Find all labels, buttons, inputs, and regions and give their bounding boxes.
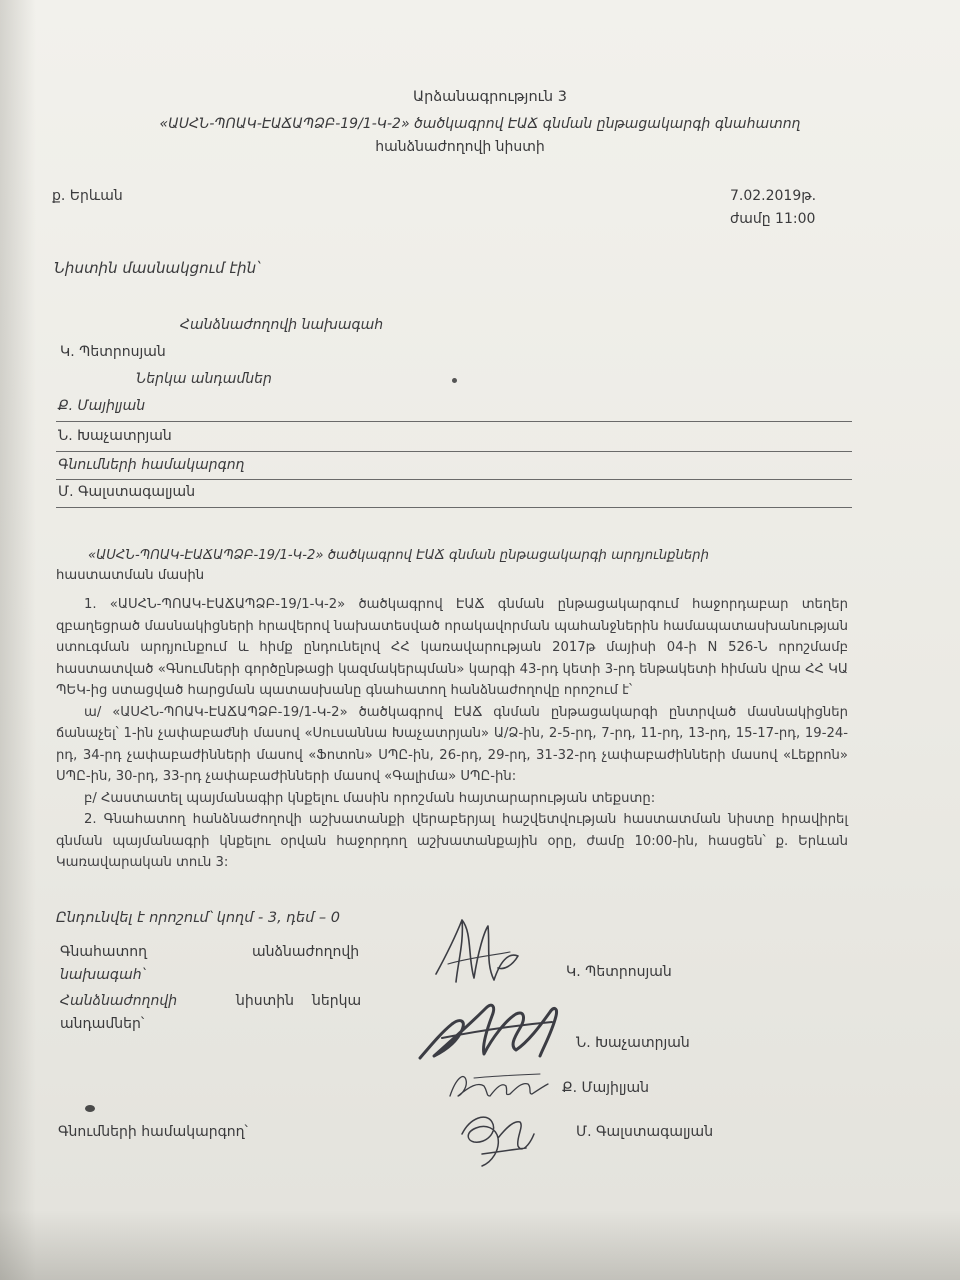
paragraph-1: 1. «ԱՍՀՆ-ՊՈԱԿ-ԷԱՃԱՊՁԲ-19/1-Կ-2» ծածկագրով ԷԱՃ գնման ընթացակարգում հաջորդաբար տեղեր զբաղեցրած մասնակիցների հրավերով նախատեսված որակավորման պահանջներին համապատասխանության ստուգման արդյունքում և հիմք ընդունելով ՀՀ կառավարության 2017թ մայիսի 04-ի N 526-Ն որոշմամբ հաստատված «Գնումների գործընթացի կազմակերպման» կարգի 43-րդ կետի 3-րդ ենթակետի հիման վրա ՀՀ ԿԱ ՊԵԿ-ից ստացված հարցման պատասխանը գնահատող հանձնաժողովը որոշում է՝ <box>56 597 848 698</box>
paragraph-2: 2. Գնահատող հանձնաժողովի աշխատանքի վերաբերյալ հաշվետվության հաստատման նիստը հրավիրել գնման պայմանագրի կնքելու օրվան հաջորդող աշխատանքային օրը, ժամը 10:00-ին, հասցեն՝ ք. Երևան Կառավարական տուն 3: <box>56 812 848 870</box>
participants-heading: Նիստին մասնակցում էին՝ <box>54 259 260 277</box>
sign-members-label-1a: Հանձնաժողովի <box>60 993 178 1009</box>
sign-coordinator-label: Գնումների համակարգող՝ <box>58 1124 248 1140</box>
member-2-rule <box>56 451 852 452</box>
paper-shadow-left <box>0 0 36 1280</box>
member-1-rule <box>56 421 852 422</box>
sign-chair-label-2: նախագահ՝ <box>60 967 145 983</box>
time-label: ժամը 11:00 <box>730 211 816 227</box>
stray-dot <box>452 378 457 383</box>
paragraph-b: բ/ Հաստատել պայմանագիր կնքելու մասին որոշման հայտարարության տեքստը: <box>84 790 656 806</box>
sign-chair-label-1a: Գնահատող <box>60 944 147 960</box>
place-label: ք. Երևան <box>52 188 123 204</box>
coordinator-name-rule <box>56 507 852 508</box>
decision-body <box>56 594 848 874</box>
document-subtitle-line-1: «ԱՍՀՆ-ՊՈԱԿ-ԷԱՃԱՊՁԲ-19/1-Կ-2» ծածկագրով ԷԱՃ գնման ընթացակարգի գնահատող <box>159 116 801 132</box>
topic-line-2: հաստատման մասին <box>56 568 205 583</box>
coordinator-name: Մ. Գալստագալյան <box>58 484 196 500</box>
member-1-name: Ք. Մայիլյան <box>58 398 146 414</box>
sign-name-4: Մ. Գալստագալյան <box>576 1124 714 1140</box>
document-title: Արձանագրություն 3 <box>413 89 567 105</box>
paragraph-a: ա/ «ԱՍՀՆ-ՊՈԱԿ-ԷԱՃԱՊՁԲ-19/1-Կ-2» ծածկագրով ԷԱՃ գնման ընթացակարգի ընտրված մասնակիցներ ճանաչել՝ 1-ին չափաբաժնի մասով «Սուսաննա Խաչատրյան» Ա/Ձ-ին, 2-5-րդ, 7-րդ, 11-րդ, 13-րդ, 15-17-րդ, 19-24-րդ, 34-րդ չափաբաժինների մասով «Ֆոտոն» ՍՊԸ-ին, 26-րդ, 29-րդ, 31-32-րդ չափաբաժինների մասով «Լեքրոն» ՍՊԸ-ին, 30-րդ, 33-րդ չափաբաժինների մասով «Գալիմա» ՍՊԸ-ին: <box>56 704 848 784</box>
topic-line-1: «ԱՍՀՆ-ՊՈԱԿ-ԷԱՃԱՊՁԲ-19/1-Կ-2» ծածկագրով ԷԱՃ գնման ընթացակարգի արդյունքների <box>88 548 709 563</box>
member-2-name: Ն. Խաչատրյան <box>58 428 172 444</box>
chair-name: Կ. Պետրոսյան <box>60 344 166 360</box>
signature-coordinator <box>452 1104 542 1174</box>
sign-members-label-2: անդամներ՝ <box>60 1016 145 1032</box>
date-label: 7.02.2019թ. <box>730 188 817 204</box>
coordinator-rule <box>56 479 852 480</box>
sign-chair-label-1b: անձնաժողովի <box>252 944 360 960</box>
signature-member-2 <box>412 992 572 1072</box>
chair-heading: Հանձնաժողովի նախագահ <box>180 317 384 333</box>
sign-members-label-1b: նիստին <box>236 993 294 1009</box>
paper-shadow-bottom <box>0 1210 960 1280</box>
small-mark <box>85 1105 95 1112</box>
document-subtitle-line-2: հանձնաժողովի նիստի <box>375 139 545 155</box>
members-heading: Ներկա անդամներ <box>136 371 272 387</box>
coordinator-heading: Գնումների համակարգող <box>58 457 245 473</box>
signature-chair <box>428 912 528 992</box>
signature-member-1 <box>444 1066 554 1106</box>
sign-members-label-1c: ներկա <box>312 993 362 1009</box>
sign-name-3: Ք. Մայիլյան <box>562 1080 650 1096</box>
sign-name-2: Ն. Խաչատրյան <box>576 1035 690 1051</box>
vote-result: Ընդունվել է որոշում՝ կողմ - 3, դեմ – 0 <box>56 910 340 926</box>
sign-name-1: Կ. Պետրոսյան <box>566 964 672 980</box>
